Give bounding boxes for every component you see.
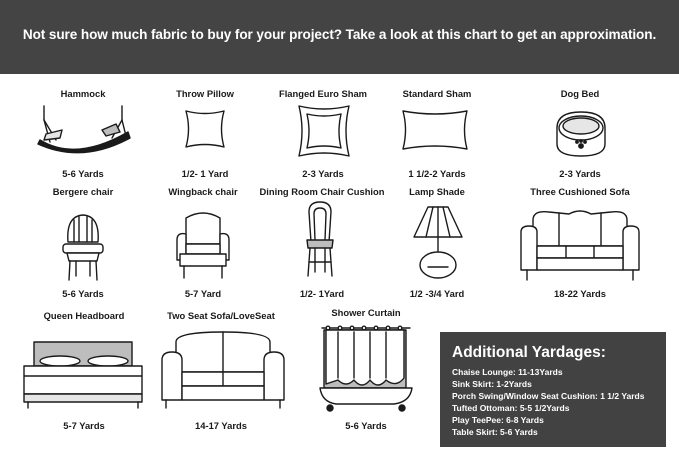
bergere-chair-icon: [60, 212, 106, 284]
list-item: Table Skirt: 5-6 Yards: [452, 426, 538, 437]
lamp-icon: [412, 205, 464, 281]
item-title: Two Seat Sofa/LoveSeat: [167, 310, 275, 321]
item-title: Queen Headboard: [43, 310, 125, 321]
additional-yardages-list: [452, 367, 644, 438]
item-yardage: 1 1/2-2 Yards: [408, 168, 466, 179]
item-yardage: 5-7 Yards: [63, 420, 105, 431]
header-banner: [0, 0, 679, 74]
queen-bed-icon: [22, 340, 144, 410]
standard-sham-icon: [400, 108, 470, 152]
item-yardage: 18-22 Yards: [554, 288, 606, 299]
three-cushion-sofa-icon: [519, 206, 641, 282]
list-item: Porch Swing/Window Seat Cushion: 1 1/2 Yards: [452, 390, 645, 401]
list-item: Play TeePee: 6-8 Yards: [452, 414, 544, 425]
item-title: Dining Room Chair Cushion: [259, 186, 385, 197]
item-title: Shower Curtain: [331, 307, 401, 318]
list-item: Sink Skirt: 1-2Yards: [452, 378, 532, 389]
item-yardage: 1/2- 1 Yard: [181, 168, 229, 179]
item-title: Three Cushioned Sofa: [530, 186, 630, 197]
list-item: Tufted Ottoman: 5-5 1/2Yards: [452, 402, 570, 413]
item-title: Standard Sham: [402, 88, 472, 99]
dining-chair-icon: [303, 200, 337, 280]
pillow-icon: [183, 108, 227, 150]
item-yardage: 2-3 Yards: [302, 168, 344, 179]
item-yardage: 5-6 Yards: [345, 420, 387, 431]
loveseat-icon: [160, 330, 286, 410]
item-title: Flanged Euro Sham: [278, 88, 368, 99]
list-item: Chaise Lounge: 11-13Yards: [452, 367, 563, 377]
item-title: Bergere chair: [52, 186, 114, 197]
item-yardage: 1/2 -3/4 Yard: [409, 288, 465, 299]
additional-yardages-panel: [440, 332, 666, 447]
banner-text: Not sure how much fabric to buy for your project? Take a look at this chart to get an approximation.: [22, 27, 657, 42]
item-title: Throw Pillow: [176, 88, 234, 99]
wingback-chair-icon: [174, 208, 232, 282]
item-title: Lamp Shade: [409, 186, 465, 197]
item-yardage: 5-6 Yards: [62, 288, 104, 299]
item-yardage: 2-3 Yards: [559, 168, 601, 179]
hammock-icon: [36, 104, 132, 158]
item-yardage: 14-17 Yards: [195, 420, 247, 431]
panel-title: Additional Yardages:: [452, 344, 606, 361]
item-title: Wingback chair: [168, 186, 238, 197]
euro-sham-icon: [297, 104, 351, 158]
item-yardage: 5-7 Yard: [184, 288, 222, 299]
item-title: Dog Bed: [560, 88, 600, 99]
item-title: Hammock: [60, 88, 106, 99]
item-yardage: 5-6 Yards: [62, 168, 104, 179]
dog-bed-icon: [554, 106, 608, 158]
shower-curtain-icon: [316, 322, 416, 414]
item-yardage: 1/2- 1Yard: [299, 288, 345, 299]
